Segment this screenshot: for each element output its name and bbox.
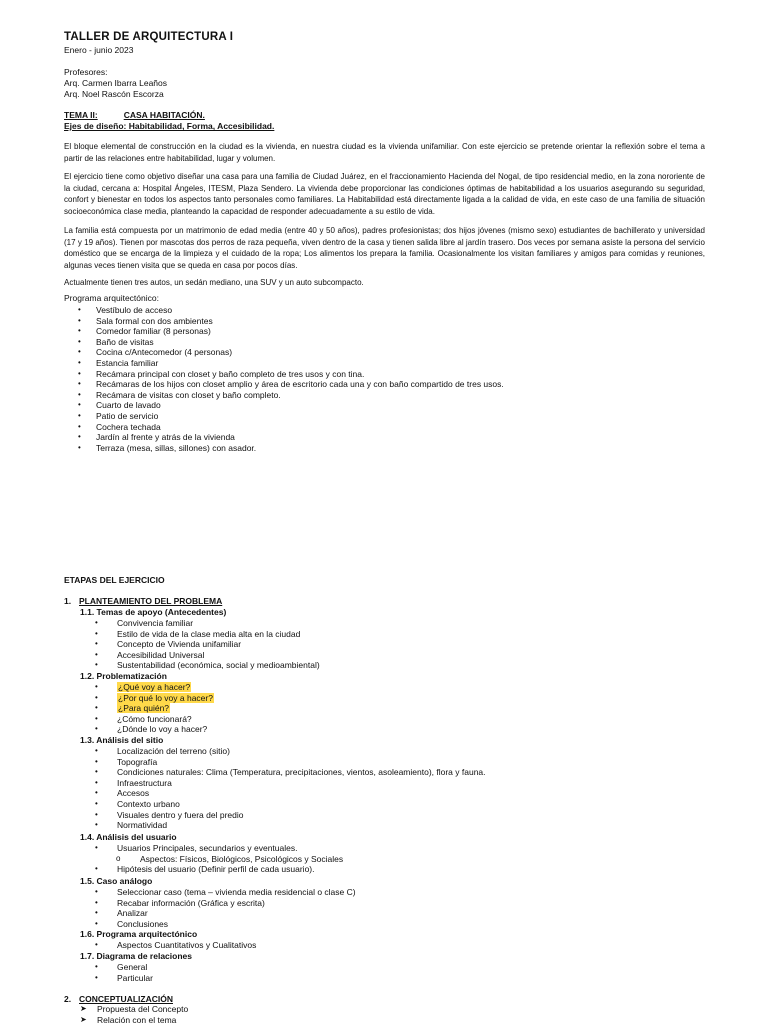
tema-heading xyxy=(64,110,205,120)
list-item: • Particular xyxy=(95,972,153,983)
list-item: • Accesibilidad Universal xyxy=(95,649,205,660)
list-item: • Hipótesis del usuario (Definir perfil de cada usuario). xyxy=(95,864,315,875)
professor-2: Arq. Noel Rascón Escorza xyxy=(64,89,164,99)
list-item: • Cochera techada xyxy=(78,421,161,432)
list-item: • Concepto de Vivienda unifamiliar xyxy=(95,639,242,650)
ejes-heading xyxy=(64,121,274,131)
bullet-dot-icon: • xyxy=(95,962,98,971)
bullet-dot-icon: • xyxy=(78,347,81,357)
bullet-dot-icon: • xyxy=(95,618,98,627)
subsection-1-7-list xyxy=(80,962,153,983)
list-item: ➤ Relación con el tema xyxy=(80,1014,177,1025)
bullet-dot-icon: • xyxy=(95,639,98,649)
list-item: • Terraza (mesa, sillas, sillones) con asador. xyxy=(78,442,257,453)
list-item: • Aspectos Cuantitativos y Cualitativos xyxy=(95,940,257,950)
document-title: TALLER DE ARQUITECTURA I xyxy=(64,31,234,43)
period: Enero - junio 2023 xyxy=(64,45,134,55)
section-title: PLANTEAMIENTO DEL PROBLEMA xyxy=(79,596,223,606)
bullet-dot-icon: • xyxy=(78,357,81,367)
bullet-dot-icon: • xyxy=(95,746,98,755)
list-item: • ¿Dónde lo voy a hacer? xyxy=(95,724,208,735)
list-item: • Estancia familiar xyxy=(78,357,159,368)
subsection-1-1-list xyxy=(80,618,320,671)
bullet-dot-icon: • xyxy=(95,918,98,928)
bullet-dot-icon: • xyxy=(78,379,81,389)
bullet-dot-icon: • xyxy=(78,315,81,325)
bullet-dot-icon: • xyxy=(95,756,98,766)
subsection-1-1-title: 1.1. Temas de apoyo (Antecedentes) xyxy=(80,607,227,617)
list-item: • Conclusiones xyxy=(95,918,169,929)
list-item: • Recámaras de los hijos con closet amplio y área de escritorio cada una y con baño compartido de tres usos. xyxy=(78,379,504,390)
list-item: • Cocina c/Antecomedor (4 personas) xyxy=(78,347,233,358)
list-item: • Usuarios Principales, secundarios y eventuales. xyxy=(95,843,298,853)
bullet-dot-icon: • xyxy=(95,908,98,918)
highlighted-text: ¿Para quién? xyxy=(118,703,170,714)
arrow-right-icon: ➤ xyxy=(80,1004,87,1013)
bullet-dot-icon: • xyxy=(78,442,81,452)
list-item: • Contexto urbano xyxy=(95,798,180,809)
bullet-dot-icon: • xyxy=(78,336,81,346)
professor-1: Arq. Carmen Ibarra Leaños xyxy=(64,78,167,88)
list-item: • Infraestructura xyxy=(95,777,172,788)
list-item: • Recabar información (Gráfica y escrita) xyxy=(95,897,265,908)
list-item: • ¿Cómo funcionará? xyxy=(95,713,192,724)
bullet-dot-icon: • xyxy=(95,777,98,787)
list-item: • Accesos xyxy=(95,788,150,799)
list-item: • Normatividad xyxy=(95,820,168,831)
bullet-dot-icon: • xyxy=(95,628,98,638)
list-item: • General xyxy=(95,962,148,972)
programa-list xyxy=(64,305,504,453)
list-item xyxy=(80,703,214,714)
programa-title: Programa arquitectónico: xyxy=(64,293,159,303)
bullet-dot-icon: • xyxy=(95,843,98,852)
bullet-dot-icon: • xyxy=(78,326,81,336)
subsection-1-2-title: 1.2. Problematización xyxy=(80,671,167,681)
bullet-dot-icon: • xyxy=(95,820,98,830)
subsection-1-3-title: 1.3. Análisis del sitio xyxy=(80,735,164,745)
subsection-1-4-list xyxy=(80,843,343,875)
list-item: • Seleccionar caso (tema – vivienda media residencial o clase C) xyxy=(95,887,356,897)
bullet-dot-icon: • xyxy=(95,864,98,874)
bullet-dot-icon: • xyxy=(78,432,81,442)
bullet-dot-icon: • xyxy=(95,660,98,670)
section-number: 1. xyxy=(64,596,72,606)
subsection-1-2-list xyxy=(80,682,214,735)
paragraph-family: La familia está compuesta por un matrimonio de edad media (entre 40 y 50 años), padres profesionistas; dos hijos jóvenes (mismo sexo) estudiantes de bachillerato y universidad (17 y 19 años). Tienen por mascotas dos perros de raza pequeña, viven dentro de la casa y tienen salida libre al jardín trasero. Dos veces por semana asiste la persona del servicio doméstico que se encarga de la limpieza y el cuidado de la ropa; Los alimentos los prepara la familia. Ocasionalmente los visitan familiares y amigos para comidas y reuniones, algunas veces tienen visita que se queda en casa por pocos días. xyxy=(64,226,705,270)
list-item xyxy=(80,693,214,704)
section-title: CONCEPTUALIZACIÓN xyxy=(79,994,173,1004)
subsection-1-7-title: 1.7. Diagrama de relaciones xyxy=(80,951,192,961)
bullet-dot-icon: • xyxy=(95,972,98,982)
professors-label: Profesores: xyxy=(64,67,108,77)
list-item: • Patio de servicio xyxy=(78,410,159,421)
subsection-1-5-title: 1.5. Caso análogo xyxy=(80,876,153,886)
list-item: • Analizar xyxy=(95,908,148,919)
list-item: • Vestíbulo de acceso xyxy=(78,305,173,315)
bullet-dot-icon: • xyxy=(95,713,98,723)
bullet-dot-icon: • xyxy=(78,421,81,431)
paragraph-intro: El bloque elemental de construcción en la ciudad es la vivienda, en nuestra ciudad es la vivienda unifamiliar. Con este ejercicio se pretende orientar la reflexión sobre el tema a partir de las relaciones entre habitabilidad, lugar y volumen. xyxy=(64,142,705,163)
section-1-heading xyxy=(64,596,222,606)
tema-label: TEMA II: xyxy=(64,110,98,120)
etapas-title: ETAPAS DEL EJERCICIO xyxy=(64,575,165,585)
bullet-dot-icon: • xyxy=(78,400,81,410)
bullet-dot-icon: • xyxy=(95,767,98,777)
list-item: • Recámara principal con closet y baño completo de tres usos y con tina. xyxy=(78,368,365,379)
bullet-dot-icon: • xyxy=(78,368,81,378)
circle-o-icon: o xyxy=(116,853,121,863)
subsection-1-6-title: 1.6. Programa arquitectónico xyxy=(80,929,198,939)
list-item: • Baño de visitas xyxy=(78,336,154,347)
bullet-dot-icon: • xyxy=(95,809,98,819)
list-item: • Jardín al frente y atrás de la vivienda xyxy=(78,432,235,443)
bullet-dot-icon: • xyxy=(95,897,98,907)
list-item: • Recámara de visitas con closet y baño completo. xyxy=(78,389,281,400)
subsection-1-3-list xyxy=(80,746,486,831)
bullet-dot-icon: • xyxy=(95,940,98,949)
list-item: • Condiciones naturales: Clima (Temperatura, precipitaciones, vientos, asoleamiento), flora y fauna. xyxy=(95,767,486,778)
list-item: • Localización del terreno (sitio) xyxy=(95,746,230,756)
list-item: ➤ Propuesta del Concepto xyxy=(80,1004,189,1014)
subsection-1-5-list xyxy=(80,887,356,929)
bullet-dot-icon: • xyxy=(95,692,98,702)
section-2-heading xyxy=(64,994,173,1004)
paragraph-objective: El ejercicio tiene como objetivo diseñar una casa para una familia de Ciudad Juárez, en el fraccionamiento Hacienda del Nogal, de tipo residencial medio, en la zona nororiente de la ciudad, cercana a: Hospital Ángeles, ITESM, Plaza Sendero. La vivienda debe proporcionar las condiciones óptimas de habitabilidad a los usuarios asegurando su seguridad, confort y bienestar en todos los aspectos tanto personales como familiares. La Habitabilidad está directamente ligada a la calidad de vida, en este caso de una familia de situación socioeconómica clase media, planteando la capacidad de responder adecuadamente a su estilo de vida. xyxy=(64,172,705,216)
bullet-dot-icon: • xyxy=(95,649,98,659)
highlighted-text: ¿Qué voy a hacer? xyxy=(118,682,191,692)
paragraph-cars: Actualmente tienen tres autos, un sedán mediano, una SUV y un auto subcompacto. xyxy=(64,278,364,287)
bullet-dot-icon: • xyxy=(95,887,98,896)
list-item: • Sala formal con dos ambientes xyxy=(78,315,213,326)
list-item: • Visuales dentro y fuera del predio xyxy=(95,809,244,820)
list-item: • Cuarto de lavado xyxy=(78,400,161,411)
list-item: • Sustentabilidad (económica, social y medioambiental) xyxy=(95,660,320,671)
bullet-dot-icon: • xyxy=(78,410,81,420)
list-item: • Estilo de vida de la clase media alta en la ciudad xyxy=(95,628,301,639)
bullet-dot-icon: • xyxy=(95,703,98,713)
tema-name: CASA HABITACIÓN. xyxy=(123,110,205,120)
bullet-dot-icon: • xyxy=(95,788,98,798)
section-number: 2. xyxy=(64,994,72,1004)
bullet-dot-icon: • xyxy=(95,798,98,808)
bullet-dot-icon: • xyxy=(78,305,81,314)
list-item: • Topografía xyxy=(95,756,158,767)
subsection-1-4-title: 1.4. Análisis del usuario xyxy=(80,832,177,842)
highlighted-text: ¿Por qué lo voy a hacer? xyxy=(118,692,213,703)
list-item: • Comedor familiar (8 personas) xyxy=(78,326,211,337)
bullet-dot-icon: • xyxy=(95,724,98,734)
subsection-1-6-list xyxy=(80,940,256,951)
arrow-right-icon: ➤ xyxy=(80,1014,87,1024)
list-item: • Convivencia familiar xyxy=(95,618,194,628)
bullet-dot-icon: • xyxy=(78,389,81,399)
list-item: o Aspectos: Físicos, Biológicos, Psicológicos y Sociales xyxy=(116,853,344,864)
ejes-text: Ejes de diseño: Habitabilidad, Forma, Accesibilidad. xyxy=(64,121,275,131)
bullet-dot-icon: • xyxy=(95,682,98,691)
section-2-list xyxy=(80,1004,188,1025)
list-item xyxy=(80,682,214,693)
